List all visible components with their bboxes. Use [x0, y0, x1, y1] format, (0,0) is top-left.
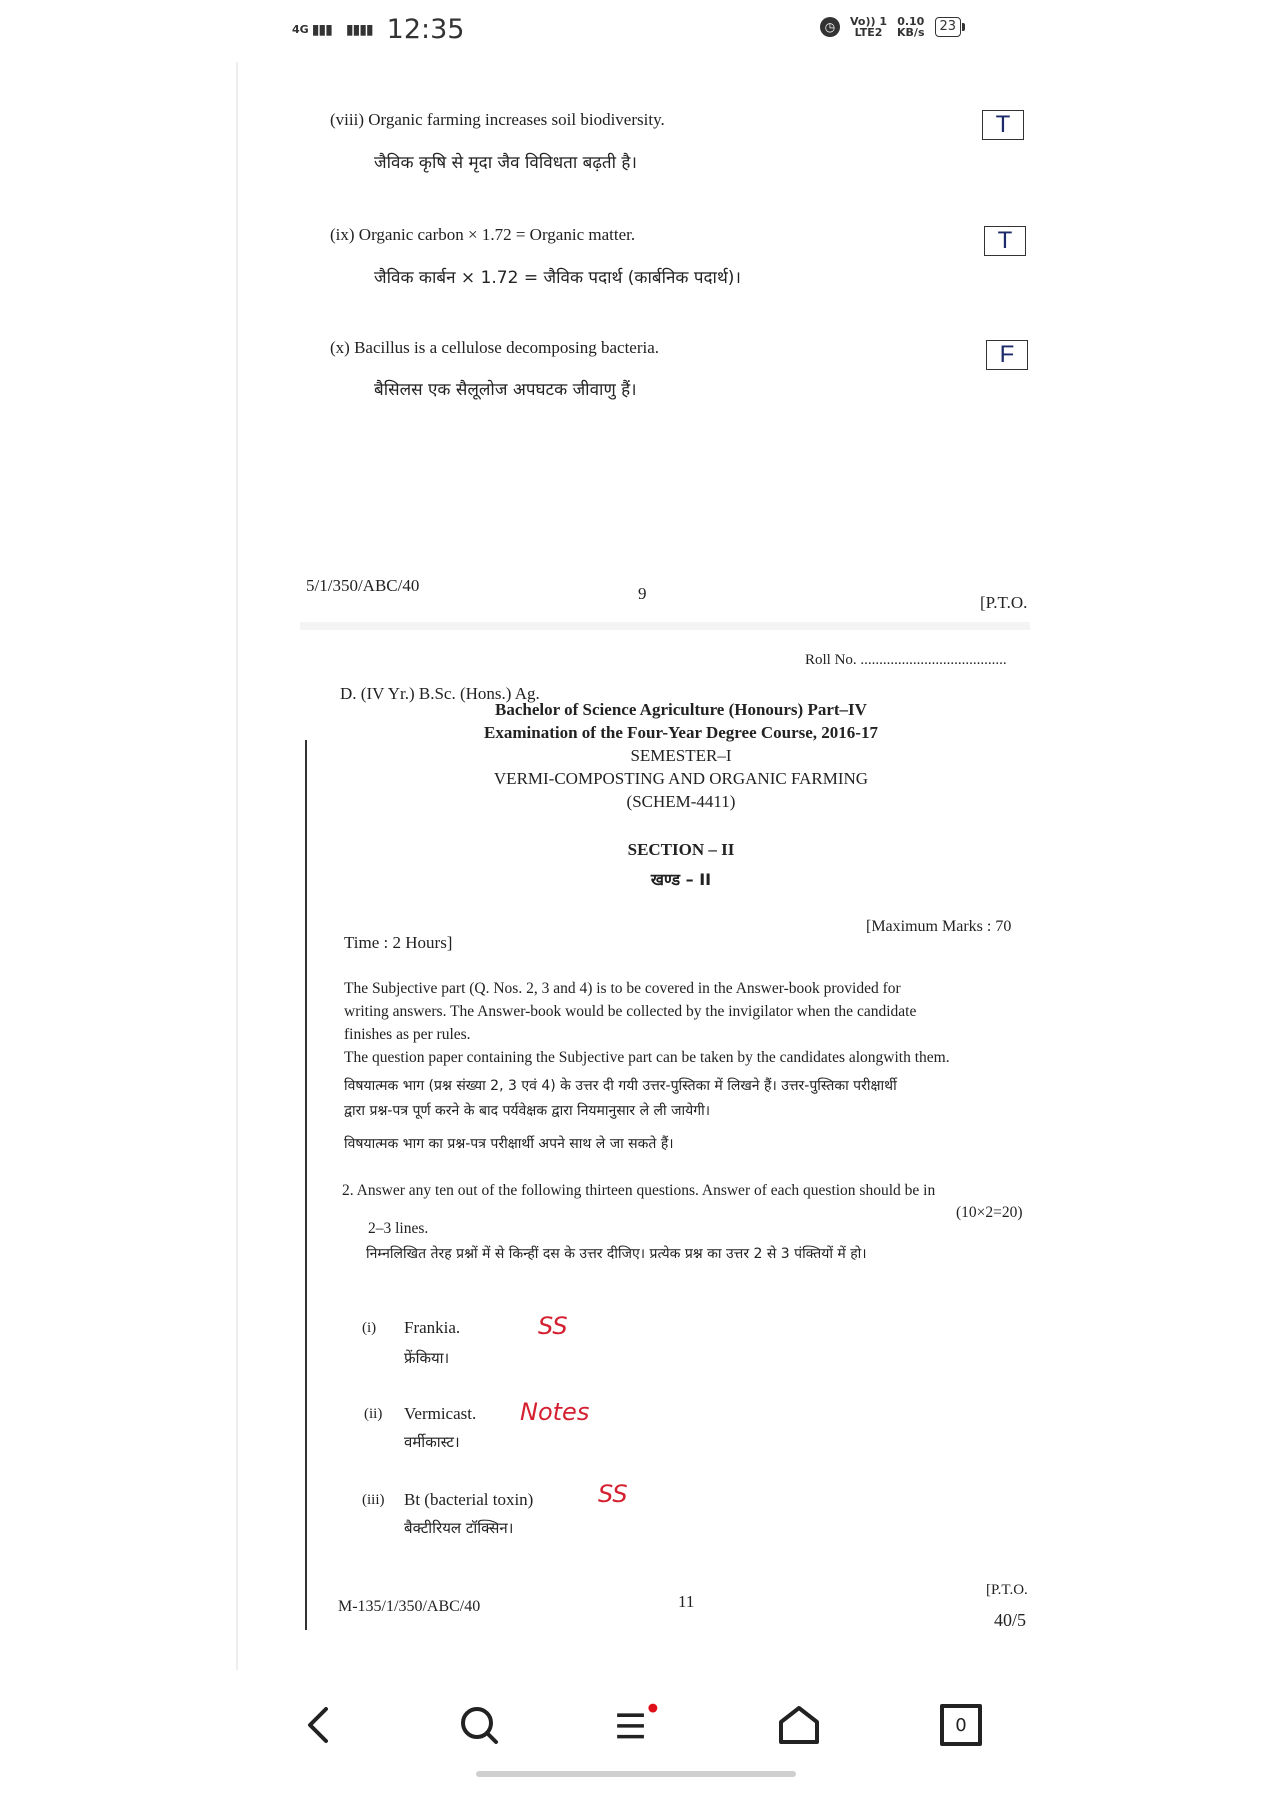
exam-title-line1: Bachelor of Science Agriculture (Honours) Part–IV	[495, 700, 867, 719]
item-i-text: Frankia.	[404, 1318, 461, 1337]
item-iii-hindi: बैक्टीरियल टॉक्सिन।	[404, 1519, 514, 1537]
battery-icon	[935, 17, 962, 37]
handwritten-note-ss: SS	[538, 1312, 568, 1340]
item-i-number: (i)	[362, 1320, 377, 1336]
instructions-hindi-line1: विषयात्मक भाग (प्रश्न संख्या 2, 3 एवं 4) के उत्तर दी गयी उत्तर-पुस्तिका में लिखने हैं। उत्तर-पुस्तिका परीक्षार्थी	[344, 1078, 897, 1094]
menu-button[interactable]	[610, 1700, 660, 1750]
roll-number: Roll No. .......................................	[805, 652, 1007, 668]
item-i-hindi: फ्रेंकिया।	[404, 1349, 450, 1367]
question-viii-hindi: जैविक कृषि से मृदा जैव विविधता बढ़ती है।	[374, 153, 637, 173]
item-ii-number: (ii)	[364, 1406, 383, 1422]
volte-indicator	[850, 16, 887, 38]
handwritten-note-ss-2: SS	[598, 1480, 628, 1508]
network-indicator	[292, 22, 332, 38]
clock-time: 12:35	[386, 14, 465, 45]
section-title: SECTION – II	[627, 840, 735, 859]
answer-mark-ix: T	[984, 226, 1026, 256]
search-icon	[458, 1704, 500, 1746]
page-number: 9	[638, 584, 647, 603]
page-divider	[300, 622, 1030, 630]
item-iii-number: (iii)	[362, 1492, 385, 1508]
answer-mark-viii: T	[982, 110, 1024, 140]
question-2-text: 2. Answer any ten out of the following thirteen questions. Answer of each question should be in	[342, 1182, 936, 1199]
network-type-label: 4G	[292, 22, 309, 36]
gesture-handle[interactable]	[476, 1771, 796, 1777]
item-iii-text: Bt (bacterial toxin)	[404, 1490, 534, 1509]
battery-level: 23	[939, 19, 957, 34]
course-code: D. (IV Yr.) B.Sc. (Hons.) Ag.	[340, 684, 540, 703]
page-number-bottom: 11	[678, 1592, 695, 1611]
handwritten-note-notes: Notes	[520, 1398, 590, 1426]
tabs-icon	[940, 1704, 982, 1746]
signal-bars-2-icon: ▮▮▮▮	[345, 21, 373, 38]
question-ix-hindi: जैविक कार्बन × 1.72 = जैविक पदार्थ (कार्बनिक पदार्थ)।	[374, 268, 741, 288]
pto-label-bottom: [P.T.O.	[986, 1582, 1028, 1598]
page-code: 5/1/350/ABC/40	[306, 576, 420, 595]
speed-unit: KB/s	[897, 26, 925, 39]
volte-label: Vo)) 1	[850, 15, 888, 28]
answer-mark-x: F	[986, 340, 1028, 370]
exam-duration: Time : 2 Hours]	[344, 933, 453, 952]
page-code-bottom: M-135/1/350/ABC/40	[338, 1598, 481, 1615]
instructions-hindi-line2: द्वारा प्रश्न-पत्र पूर्ण करने के बाद पर्यवेक्षक द्वारा नियमानुसार ले ली जायेगी।	[344, 1103, 711, 1119]
instructions-line1: The Subjective part (Q. Nos. 2, 3 and 4) is to be covered in the Answer-book provided for	[344, 980, 901, 997]
page-reference: 40/5	[994, 1610, 1027, 1630]
instructions-line3: finishes as per rules.	[344, 1026, 471, 1043]
question-viii-text: (viii) Organic farming increases soil biodiversity.	[330, 110, 665, 129]
instructions-line2: writing answers. The Answer-book would be collected by the invigilator when the candidate	[344, 1003, 917, 1020]
semester: SEMESTER–I	[630, 746, 732, 765]
lte-label: LTE2	[854, 26, 883, 39]
notification-dot-icon	[648, 1704, 657, 1713]
instructions-line4: The question paper containing the Subjective part can be taken by the candidates alongwith them.	[344, 1049, 950, 1066]
exam-title-line2: Examination of the Four-Year Degree Course, 2016-17	[484, 723, 878, 742]
chevron-left-icon	[302, 1705, 332, 1745]
question-2-text-cont: 2–3 lines.	[368, 1220, 429, 1237]
menu-icon	[610, 1700, 660, 1750]
tabs-button[interactable]	[936, 1700, 986, 1750]
network-speed	[897, 16, 924, 38]
maximum-marks: [Maximum Marks : 70	[866, 918, 1012, 935]
back-button[interactable]	[292, 1700, 342, 1750]
status-left	[292, 14, 464, 45]
subject-title: VERMI-COMPOSTING AND ORGANIC FARMING	[493, 769, 869, 788]
question-x-hindi: बैसिलस एक सैलूलोज अपघटक जीवाणु हैं।	[374, 380, 637, 400]
question-2-hindi: निम्नलिखित तेरह प्रश्नों में से किन्हीं दस के उत्तर दीजिए। प्रत्येक प्रश्न का उत्तर 2 से 3 पंक्तियों में हो।	[366, 1246, 867, 1262]
item-ii-hindi: वर्मीकास्ट।	[404, 1433, 460, 1451]
status-right	[820, 16, 961, 38]
signal-bars-icon: ▮▮▮	[311, 21, 332, 38]
alarm-icon: ◷	[820, 17, 840, 37]
section-title-hindi: खण्ड – II	[650, 870, 712, 889]
page-margin-line	[305, 740, 307, 1630]
pto-label: [P.T.O.	[980, 593, 1028, 612]
item-ii-text: Vermicast.	[404, 1404, 477, 1423]
speed-value: 0.10	[897, 15, 925, 28]
home-button[interactable]	[774, 1700, 824, 1750]
question-x-text: (x) Bacillus is a cellulose decomposing bacteria.	[330, 338, 660, 357]
instructions-hindi-line3: विषयात्मक भाग का प्रश्न-पत्र परीक्षार्थी अपने साथ ले जा सकते हैं।	[344, 1136, 674, 1152]
tab-count: 0	[955, 1714, 967, 1736]
status-bar	[0, 0, 1272, 62]
navigation-bar	[236, 1670, 1034, 1798]
question-ix-text: (ix) Organic carbon × 1.72 = Organic matter.	[330, 225, 636, 244]
home-icon	[777, 1704, 821, 1746]
question-2-marks: (10×2=20)	[956, 1204, 1023, 1221]
subject-code: (SCHEM-4411)	[626, 792, 736, 811]
search-button[interactable]	[454, 1700, 504, 1750]
document-viewer[interactable]	[236, 62, 1036, 1670]
